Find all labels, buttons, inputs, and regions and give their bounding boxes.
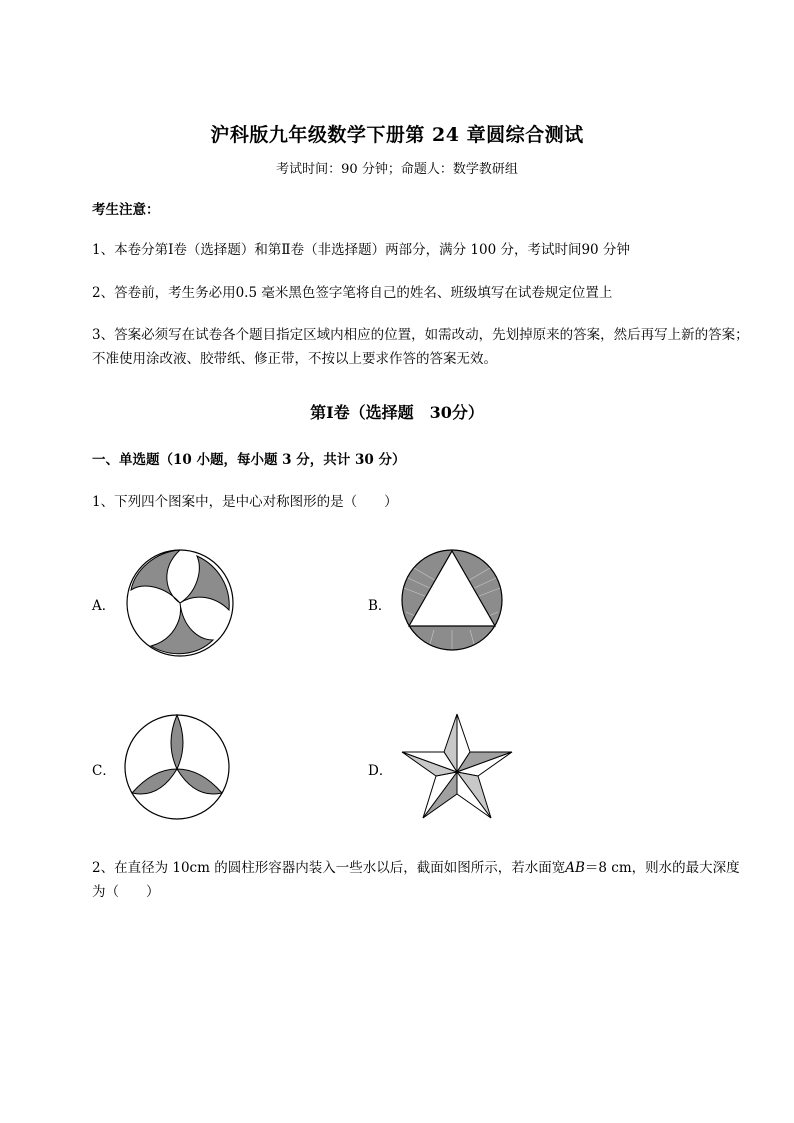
option-a-label: A． [92, 598, 116, 614]
section-title: 第Ⅰ卷（选择题 30分） [310, 403, 484, 422]
question-2-math-ab: AB [565, 860, 585, 876]
question-2-text-before: 2、在直径为 10cm 的圆柱形容器内装入一些水以后，截面如图所示，若水面宽 [92, 860, 566, 876]
notice-item-2: 2、答卷前，考生务必用0.5 毫米黑色签字笔将自己的姓名、班级填写在试卷规定位置上 [92, 285, 613, 301]
question-1-text: 1、下列四个图案中，是中心对称图形的是（ ） [92, 494, 398, 510]
option-c-label: C． [92, 763, 116, 779]
document-title: 沪科版九年级数学下册第 24 章圆综合测试 [210, 124, 584, 146]
question-2-text [92, 856, 752, 904]
triangle-in-circle-icon [400, 548, 504, 652]
document-subtitle: 考试时间：90 分钟；命题人：数学教研组 [276, 162, 518, 177]
tomoe-circle-icon [125, 548, 235, 658]
part-heading: 一、单选题（10 小题，每小题 3 分，共计 30 分） [92, 452, 406, 468]
notice-heading: 考生注意： [92, 202, 160, 218]
notice-item-3: 3、答案必须写在试卷各个题目指定区域内相应的位置，如需改动，先划掉原来的答案，然后再写上新的答案；不准使用涂改液、胶带纸、修正带，不按以上要求作答的答案无效。 [92, 327, 749, 367]
notice-item-1: 1、本卷分第Ⅰ卷（选择题）和第Ⅱ卷（非选择题）两部分，满分 100 分，考试时间90 分钟 [92, 242, 630, 258]
question-2-text-after: ＝8 cm，则水的最大深度为（ ） [92, 860, 740, 900]
five-point-star-icon [400, 712, 514, 822]
option-b-label: B． [368, 598, 392, 614]
option-d-label: D． [368, 763, 393, 779]
three-petal-circle-icon [123, 713, 231, 821]
